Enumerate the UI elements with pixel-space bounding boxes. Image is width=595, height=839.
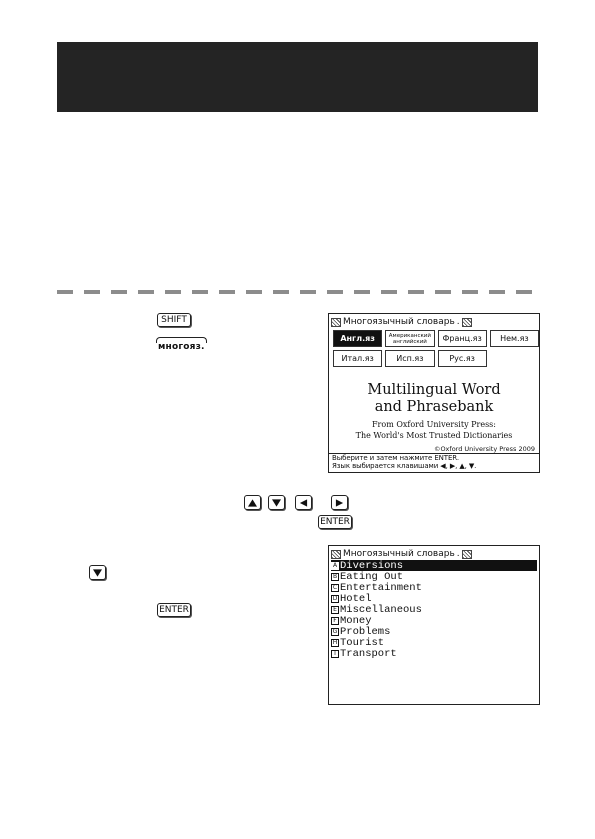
splash-subtitle-line1: From Oxford University Press: xyxy=(372,420,496,429)
topic-label: Miscellaneous xyxy=(340,603,422,616)
screen-title-text: Многоязычный словарь xyxy=(343,317,455,327)
device-screen-topic-list xyxy=(328,545,540,705)
screen-title: Многоязычный словарь . xyxy=(331,316,472,328)
right-arrow-key xyxy=(331,495,348,510)
topic-list-item[interactable] xyxy=(331,637,537,648)
topic-letter-badge: I xyxy=(331,650,339,658)
screen-title: Многоязычный словарь . xyxy=(331,548,472,560)
screen-title-text: Многоязычный словарь xyxy=(343,549,455,559)
topic-letter-badge: A xyxy=(332,561,338,569)
topic-list-item[interactable] xyxy=(331,626,537,637)
topic-letter-badge: D xyxy=(332,594,338,602)
enter-key: ENTER xyxy=(318,515,352,529)
topic-label: Transport xyxy=(340,647,397,660)
language-option[interactable]: Исп.яз xyxy=(385,350,434,367)
language-option[interactable]: Итал.яз xyxy=(333,350,382,367)
topic-label: Entertainment xyxy=(340,581,422,594)
screen-hint-line2: Язык выбирается клавишами ◀, ▶, ▲, ▼. xyxy=(332,462,477,470)
topic-label: Eating Out xyxy=(340,570,404,583)
hatch-icon xyxy=(462,550,472,559)
down-arrow-key xyxy=(89,565,106,580)
up-arrow-icon xyxy=(248,499,257,507)
right-arrow-icon xyxy=(335,499,344,507)
down-arrow-icon xyxy=(272,499,281,507)
topic-list-item[interactable] xyxy=(331,582,537,593)
splash-title-line1: Multilingual Word xyxy=(367,382,501,398)
copyright-text: ©Oxford University Press 2009 xyxy=(433,445,535,453)
topic-letter-badge: H xyxy=(332,638,338,646)
topic-list-item[interactable] xyxy=(331,571,537,582)
language-option[interactable]: Франц.яз xyxy=(438,330,487,347)
down-arrow-key xyxy=(268,495,285,510)
topic-letter-badge: B xyxy=(332,572,338,580)
topic-label: Tourist xyxy=(340,636,385,649)
enter-key: ENTER xyxy=(157,603,191,617)
hatch-icon xyxy=(331,550,341,559)
language-option[interactable]: Нем.яз xyxy=(490,330,539,347)
language-option[interactable]: Рус.яз xyxy=(438,350,487,367)
topic-letter-badge: F xyxy=(331,617,339,625)
topic-list-item[interactable] xyxy=(331,560,537,571)
topic-letter-badge: G xyxy=(332,627,338,635)
device-screen-language-select xyxy=(328,313,540,473)
topic-letter-badge: C xyxy=(332,583,338,591)
down-arrow-icon xyxy=(93,569,102,577)
language-option[interactable]: Американский английский xyxy=(385,330,434,347)
up-arrow-key xyxy=(244,495,261,510)
topic-list-item[interactable] xyxy=(331,604,537,615)
left-arrow-key xyxy=(295,495,312,510)
screen-hint-line1: Выберите и затем нажмите ENTER. xyxy=(332,454,459,462)
topic-label: Hotel xyxy=(340,592,372,605)
section-header-bar xyxy=(57,42,538,112)
splash-title-line2: and Phrasebank xyxy=(374,399,494,415)
topic-letter-badge: E xyxy=(331,606,339,614)
topic-label: Diversions xyxy=(340,559,404,572)
topic-label: Problems xyxy=(340,625,391,638)
hatch-icon xyxy=(331,318,341,327)
topic-label: Money xyxy=(340,614,372,627)
left-arrow-icon xyxy=(299,499,308,507)
topic-list xyxy=(331,560,537,659)
splash-subtitle-line2: The World's Most Trusted Dictionaries xyxy=(355,431,513,440)
hatch-icon xyxy=(462,318,472,327)
section-divider xyxy=(57,290,538,294)
multilang-key-label: многояз. xyxy=(158,342,205,352)
topic-list-item[interactable] xyxy=(331,593,537,604)
language-grid xyxy=(333,330,539,367)
topic-list-item[interactable] xyxy=(331,615,537,626)
language-option[interactable]: Англ.яз xyxy=(333,330,382,347)
topic-list-item[interactable] xyxy=(331,648,537,659)
shift-key: SHIFT xyxy=(157,313,191,327)
